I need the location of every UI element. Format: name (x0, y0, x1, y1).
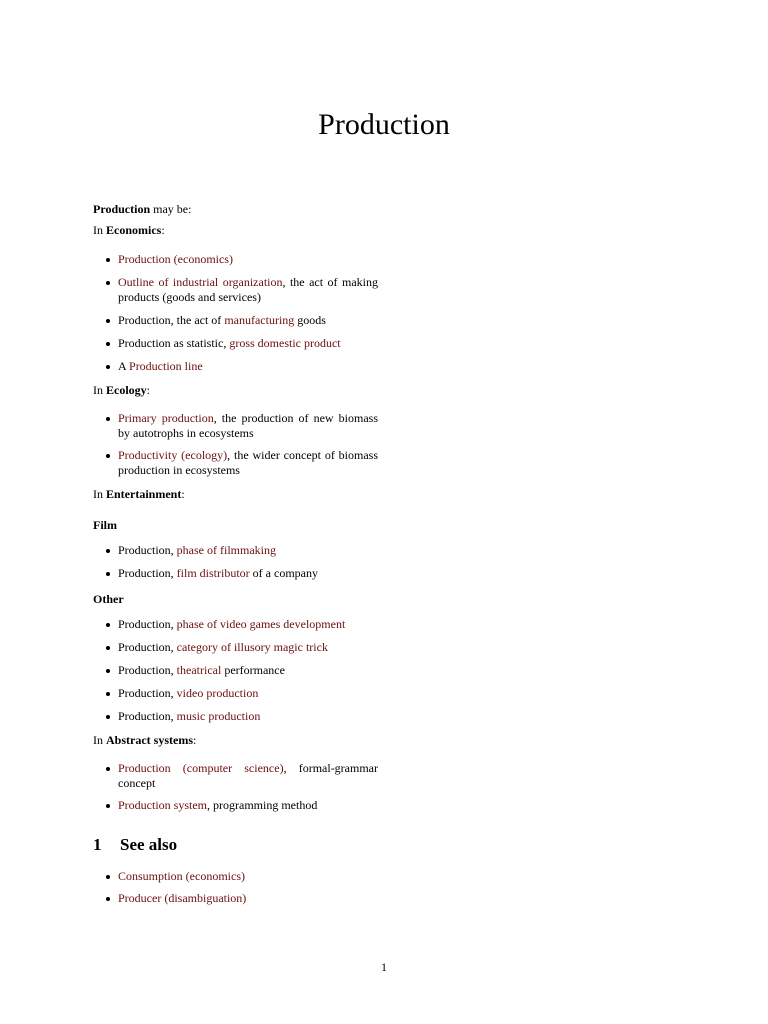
abstract-suffix: : (192, 733, 197, 747)
list-item-text: goods (294, 313, 326, 327)
list-item-text: , the wider concept of biomass production in ecosystems (118, 448, 378, 477)
list-item-text: A (118, 359, 130, 373)
link-outline-industrial-organization[interactable]: Outline of industrial organization (118, 275, 283, 289)
ecology-suffix: : (146, 383, 151, 397)
link-production-system[interactable]: Production system (118, 798, 207, 812)
link-production-computer-science[interactable]: Production (computer science) (118, 761, 284, 775)
section-number: 1 (93, 835, 102, 854)
list-item-text: Production, (118, 617, 177, 631)
list-item-text: , the production of new biomass by autotrophs in ecosystems (118, 411, 378, 440)
intro-text: may be: (150, 202, 192, 216)
link-productivity-ecology[interactable]: Productivity (ecology) (118, 448, 228, 462)
list-item-text: performance (221, 663, 285, 677)
other-heading: Other (93, 592, 124, 606)
intro-paragraph (93, 202, 378, 223)
ecology-label: Ecology (106, 383, 147, 397)
list-item (93, 798, 378, 813)
list-item-text: Production, (118, 709, 177, 723)
section-title: See also (120, 835, 178, 854)
list-item-text: of a company (249, 566, 318, 580)
link-consumption-economics[interactable]: Consumption (economics) (118, 869, 245, 883)
link-film-distributor[interactable]: film distributor (176, 566, 250, 580)
link-category-of-illusory-magic-trick[interactable]: category of illusory magic trick (176, 640, 328, 654)
link-producer-disambiguation[interactable]: Producer (disambiguation) (118, 891, 247, 905)
link-production-economics[interactable]: Production (economics) (118, 252, 233, 266)
list-item-text: Production, (118, 543, 177, 557)
ecology-heading (93, 383, 378, 404)
entertainment-label: Entertainment (106, 487, 182, 501)
list-item (93, 617, 378, 632)
list-item (93, 543, 378, 558)
economics-list (93, 252, 378, 374)
link-phase-of-filmmaking[interactable]: phase of filmmaking (176, 543, 276, 557)
list-item-text: Production, (118, 640, 177, 654)
list-item (93, 761, 378, 791)
link-music-production[interactable]: music production (176, 709, 261, 723)
abstract-list (93, 761, 378, 813)
list-item (93, 663, 378, 678)
other-list (93, 617, 378, 724)
economics-suffix: : (161, 223, 165, 237)
list-item (93, 891, 378, 906)
list-item (93, 640, 378, 655)
intro-bold-term: Production (93, 202, 151, 216)
list-item (93, 448, 378, 478)
list-item (93, 336, 378, 351)
list-item-text: Production, (118, 686, 177, 700)
list-item (93, 275, 378, 305)
list-item-text: Production, the act of (118, 313, 225, 327)
entertainment-suffix: : (181, 487, 185, 501)
entertainment-heading (93, 487, 378, 508)
link-theatrical[interactable]: theatrical (176, 663, 222, 677)
section-heading-see-also (93, 837, 378, 852)
link-production-line[interactable]: Production line (129, 359, 203, 373)
film-list (93, 543, 378, 581)
list-item-text: , formal-grammar concept (118, 761, 378, 790)
list-item-text: , the act of making products (goods and services) (118, 275, 378, 304)
abstract-label: Abstract systems (106, 733, 193, 747)
list-item-text: Production, (118, 663, 177, 677)
list-item (93, 313, 378, 328)
see-also-list (93, 869, 378, 906)
page-title: Production (318, 108, 450, 141)
economics-label: Economics (106, 223, 162, 237)
link-manufacturing[interactable]: manufacturing (224, 313, 295, 327)
list-item (93, 411, 378, 441)
list-item (93, 359, 378, 374)
list-item (93, 566, 378, 581)
abstract-prefix: In (93, 733, 106, 747)
link-gross-domestic-product[interactable]: gross domestic product (229, 336, 341, 350)
list-item-text: Production as statistic, (118, 336, 230, 350)
link-primary-production[interactable]: Primary production (118, 411, 214, 425)
ecology-list (93, 411, 378, 478)
list-item (93, 686, 378, 701)
link-phase-of-video-games-development[interactable]: phase of video games development (176, 617, 346, 631)
article-body (93, 202, 378, 906)
page-number: 1 (381, 960, 387, 974)
abstract-heading (93, 733, 378, 754)
list-item-text: Production, (118, 566, 177, 580)
link-video-production[interactable]: video production (176, 686, 259, 700)
list-item (93, 869, 378, 884)
entertainment-prefix: In (93, 487, 106, 501)
economics-prefix: In (93, 223, 106, 237)
list-item (93, 252, 378, 267)
list-item (93, 709, 378, 724)
film-heading: Film (93, 518, 117, 532)
list-item-text: , programming method (207, 798, 318, 812)
ecology-prefix: In (93, 383, 106, 397)
economics-heading (93, 223, 378, 244)
